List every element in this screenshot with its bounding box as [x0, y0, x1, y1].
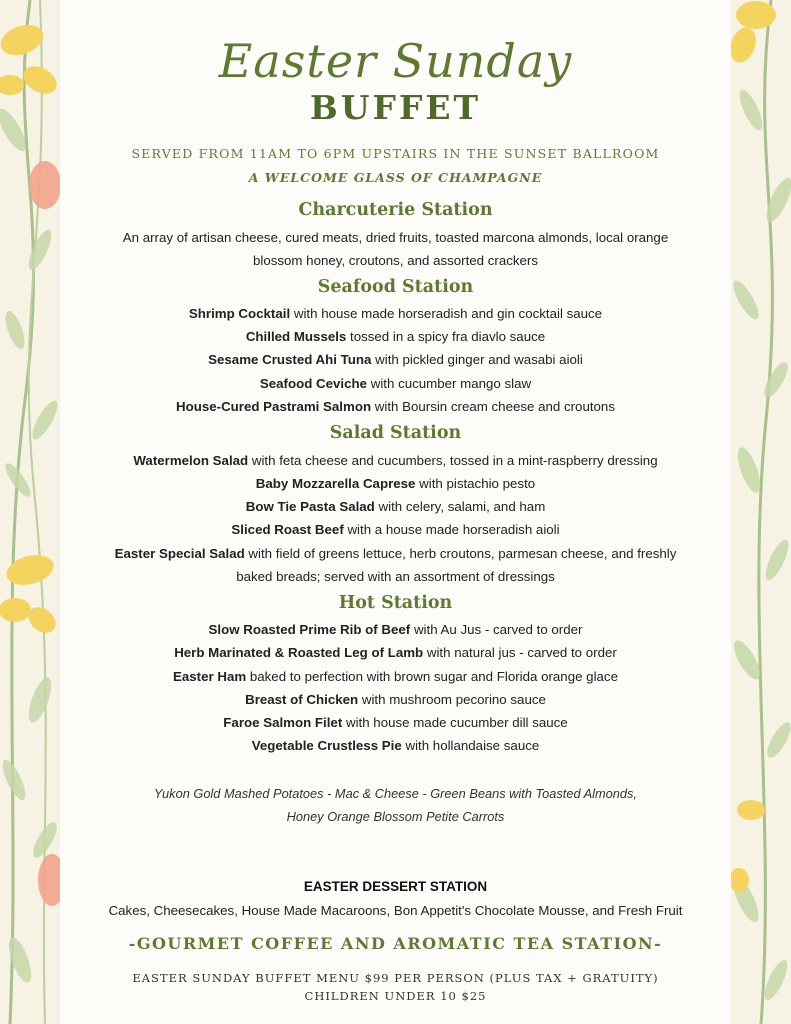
item-name: Slow Roasted Prime Rib of Beef: [208, 622, 411, 637]
sides-line2: Honey Orange Blossom Petite Carrots: [286, 809, 505, 824]
seafood-title: Seafood Station: [317, 277, 474, 297]
item-name: Easter Special Salad: [114, 546, 245, 561]
item-desc: with hollandaise sauce: [401, 738, 540, 753]
salad-item: [60, 522, 731, 537]
salad-item: [60, 499, 731, 514]
served-time: SERVED FROM 11AM TO 6PM UPSTAIRS IN THE SUNSET BALLROOM: [131, 146, 660, 161]
item-desc: with natural jus - carved to order: [423, 645, 617, 660]
item-desc: with house made cucumber dill sauce: [342, 715, 568, 730]
item-name: Chilled Mussels: [245, 329, 347, 344]
charcuterie-title: Charcuterie Station: [298, 200, 493, 220]
item-name: Sliced Roast Beef: [231, 522, 344, 537]
left-floral-border: [0, 0, 60, 1024]
item-desc: with feta cheese and cucumbers, tossed in a mint-raspberry dressing: [248, 453, 658, 468]
hot-item: [60, 738, 731, 753]
item-name: Breast of Chicken: [245, 692, 359, 707]
right-floral-border: [731, 0, 791, 1024]
salad-item-continuation: baked breads; served with an assortment of dressings: [236, 569, 555, 584]
item-name: Bow Tie Pasta Salad: [245, 499, 375, 514]
charcuterie-desc-line2: blossom honey, croutons, and assorted crackers: [252, 253, 539, 268]
item-name: Watermelon Salad: [133, 453, 249, 468]
item-name: Seafood Ceviche: [259, 376, 368, 391]
item-desc: with pickled ginger and wasabi aioli: [371, 352, 583, 367]
salad-title: Salad Station: [329, 423, 462, 443]
item-desc: with a house made horseradish aioli: [343, 522, 560, 537]
item-name: Baby Mozzarella Caprese: [255, 476, 416, 491]
dessert-title: EASTER DESSERT STATION: [303, 879, 488, 894]
hot-item: [60, 645, 731, 660]
item-desc: with pistachio pesto: [415, 476, 536, 491]
item-name: Faroe Salmon Filet: [223, 715, 343, 730]
item-desc: tossed in a spicy fra diavlo sauce: [346, 329, 546, 344]
seafood-item: [60, 399, 731, 414]
seafood-item: [60, 306, 731, 321]
item-desc: with cucumber mango slaw: [367, 376, 532, 391]
item-desc: baked to perfection with brown sugar and Florida orange glace: [246, 669, 618, 684]
item-name: Vegetable Crustless Pie: [251, 738, 402, 753]
hot-item: [60, 669, 731, 684]
salad-item: [60, 476, 731, 491]
salad-item: [60, 546, 731, 561]
item-desc: with Boursin cream cheese and croutons: [371, 399, 615, 414]
item-desc: with field of greens lettuce, herb croutons, parmesan cheese, and freshly: [244, 546, 677, 561]
title-main: BUFFET: [309, 88, 482, 127]
item-desc: with house made horseradish and gin cocktail sauce: [290, 306, 603, 321]
item-desc: with Au Jus - carved to order: [410, 622, 583, 637]
hot-item: [60, 622, 731, 637]
item-desc: with mushroom pecorino sauce: [358, 692, 546, 707]
dessert-items: Cakes, Cheesecakes, House Made Macaroons, Bon Appetit's Chocolate Mousse, and Fresh Fruit: [108, 903, 683, 918]
item-name: Sesame Crusted Ahi Tuna: [208, 352, 372, 367]
item-name: House-Cured Pastrami Salmon: [176, 399, 372, 414]
seafood-item: [60, 352, 731, 367]
item-desc: with celery, salami, and ham: [374, 499, 546, 514]
sides-line1: Yukon Gold Mashed Potatoes - Mac & Cheese - Green Beans with Toasted Almonds,: [154, 786, 637, 801]
hot-title: Hot Station: [338, 593, 453, 613]
item-name: Shrimp Cocktail: [188, 306, 291, 321]
welcome-champagne: A WELCOME GLASS OF CHAMPAGNE: [248, 170, 543, 185]
pricing-adult: EASTER SUNDAY BUFFET MENU $99 PER PERSON (PLUS TAX + GRATUITY): [132, 971, 659, 985]
title-script: Easter Sunday: [218, 34, 573, 88]
item-name: Herb Marinated & Roasted Leg of Lamb: [174, 645, 424, 660]
hot-item: [60, 715, 731, 730]
coffee-tea-station: -GOURMET COFFEE AND AROMATIC TEA STATION-: [128, 934, 663, 953]
seafood-item: [60, 376, 731, 391]
salad-item: [60, 453, 731, 468]
charcuterie-desc-line1: An array of artisan cheese, cured meats, dried fruits, toasted marcona almonds, local orange: [122, 230, 669, 245]
menu-card: [60, 0, 731, 1024]
pricing-children: CHILDREN UNDER 10 $25: [304, 989, 487, 1003]
seafood-item: [60, 329, 731, 344]
item-name: Easter Ham: [173, 669, 247, 684]
hot-item: [60, 692, 731, 707]
